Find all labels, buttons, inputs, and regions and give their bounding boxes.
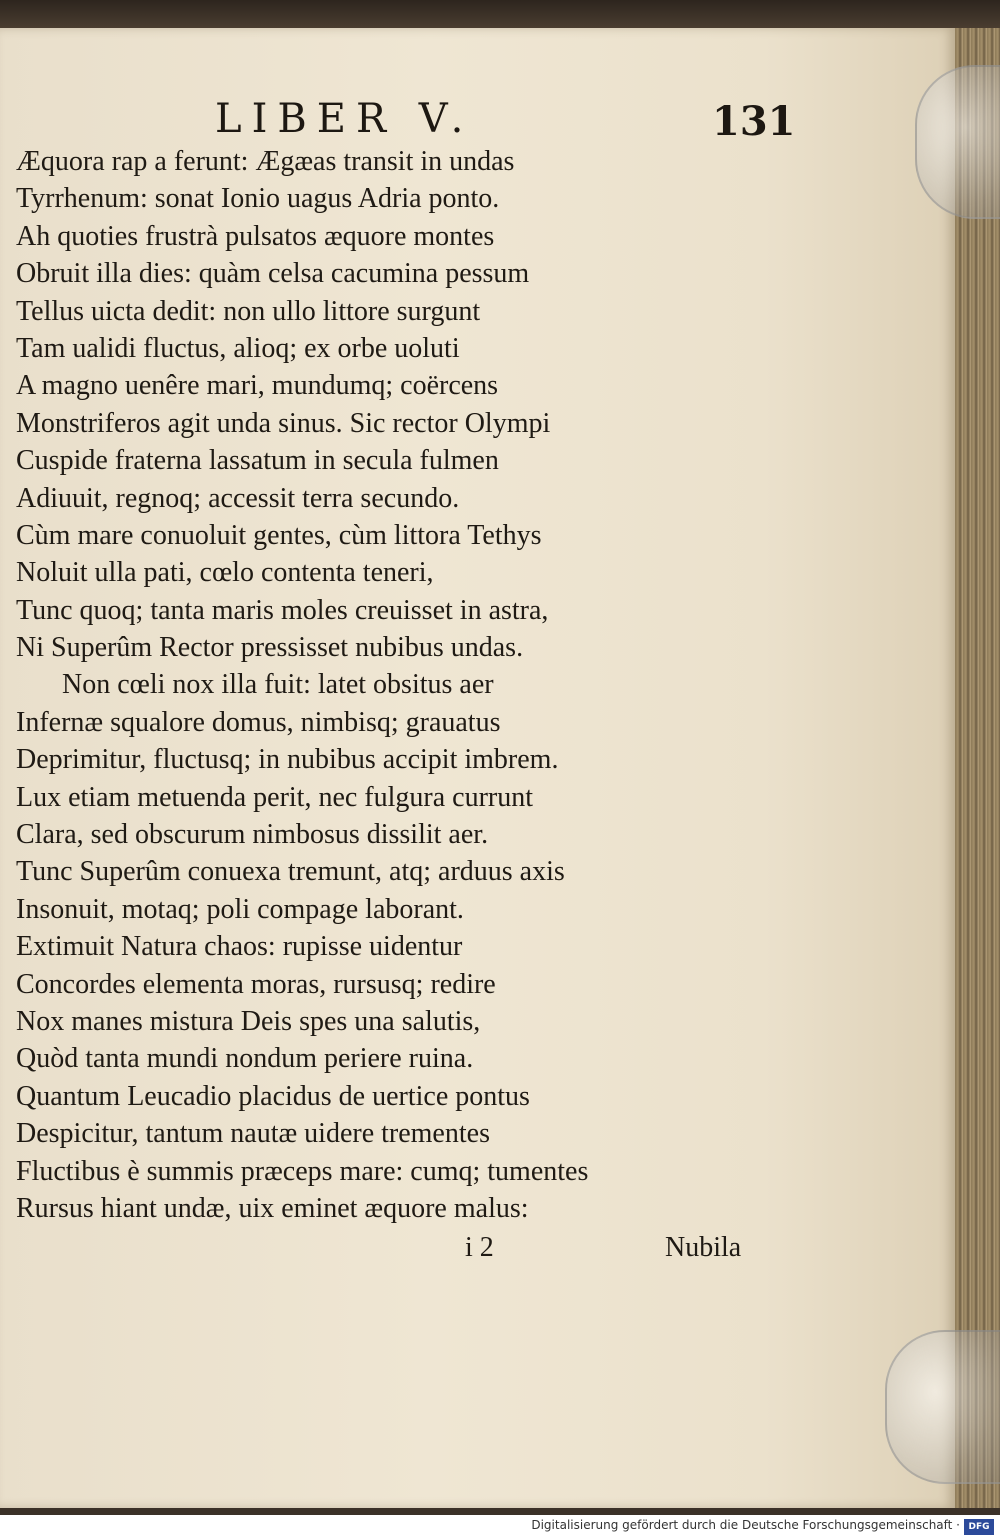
verse-line: Non cœli nox illa fuit: latet obsitus aer: [62, 669, 494, 701]
verse-line: Adiuuit, regnoq; accessit terra secundo.: [16, 482, 460, 514]
verse-line: Obruit illa dies: quàm celsa cacumina pessum: [16, 258, 530, 290]
verse-line: Lux etiam metuenda perit, nec fulgura currunt: [16, 781, 534, 813]
verse-line: Cùm mare conuoluit gentes, cùm littora Tethys: [16, 519, 542, 551]
page-number: 131: [712, 98, 796, 145]
verse-line: Rursus hiant undæ, uix eminet æquore malus:: [16, 1192, 529, 1224]
catchword: Nubila: [665, 1232, 742, 1263]
verse-line: Quantum Leucadio placidus de uertice pontus: [16, 1080, 530, 1112]
verse-line: Despicitur, tantum nautæ uidere trementes: [16, 1118, 490, 1150]
funding-credit: Digitalisierung gefördert durch die Deutsche Forschungsgemeinschaft ·: [531, 1518, 960, 1532]
verse-line: Tellus uicta dedit: non ullo littore surgunt: [16, 295, 481, 327]
verse-line: Insonuit, motaq; poli compage laborant.: [16, 893, 464, 925]
verse-line: Tam ualidi fluctus, alioq; ex orbe uoluti: [16, 332, 460, 364]
running-head: LIBER V.: [215, 96, 474, 142]
dfg-logo: DFG: [964, 1519, 994, 1535]
verse-line: A magno uenêre mari, mundumq; coërcens: [16, 370, 499, 402]
verse-line: Ni Superûm Rector pressisset nubibus undas.: [16, 632, 524, 664]
verse-line: Deprimitur, fluctusq; in nubibus accipit imbrem.: [16, 744, 559, 776]
verse-line: Fluctibus è summis præceps mare: cumq; tumentes: [16, 1155, 589, 1187]
verse-line: Tunc Superûm conuexa tremunt, atq; arduus axis: [16, 856, 565, 888]
verse-line: Clara, sed obscurum nimbosus dissilit aer.: [16, 819, 489, 851]
page-edges: [955, 28, 1000, 1508]
verse-line: Tunc quoq; tanta maris moles creuisset in astra,: [16, 594, 549, 626]
verse-line: Nox manes mistura Deis spes una salutis,: [16, 1005, 481, 1037]
page-header: [0, 96, 955, 146]
verse-line: Tyrrhenum: sonat Ionio uagus Adria ponto.: [16, 183, 500, 215]
page-footer: [0, 1232, 955, 1272]
verse-line: Æquora rap a ferunt: Ægæas transit in undas: [16, 146, 515, 177]
verse-line: Infernæ squalore domus, nimbisq; grauatus: [16, 706, 501, 738]
verse-line: Cuspide fraterna lassatum in secula fulmen: [16, 445, 499, 477]
glass-clamp-bottom: [885, 1330, 1000, 1484]
verse-line: Monstriferos agit unda sinus. Sic rector Olympi: [16, 407, 551, 439]
verse-line: Noluit ulla pati, cœlo contenta teneri,: [16, 557, 434, 589]
verse-line: Ah quoties frustrà pulsatos æquore montes: [16, 220, 495, 252]
verse-line: Concordes elementa moras, rursusq; redire: [16, 968, 496, 1000]
verse-line: Quòd tanta mundi nondum periere ruina.: [16, 1043, 474, 1075]
verse-text: [0, 143, 955, 1227]
scan-top-border: [0, 0, 1000, 28]
signature-mark: i 2: [465, 1232, 494, 1263]
verse-line: Extimuit Natura chaos: rupisse uidentur: [16, 931, 463, 963]
credit-bar: [0, 1515, 1000, 1539]
